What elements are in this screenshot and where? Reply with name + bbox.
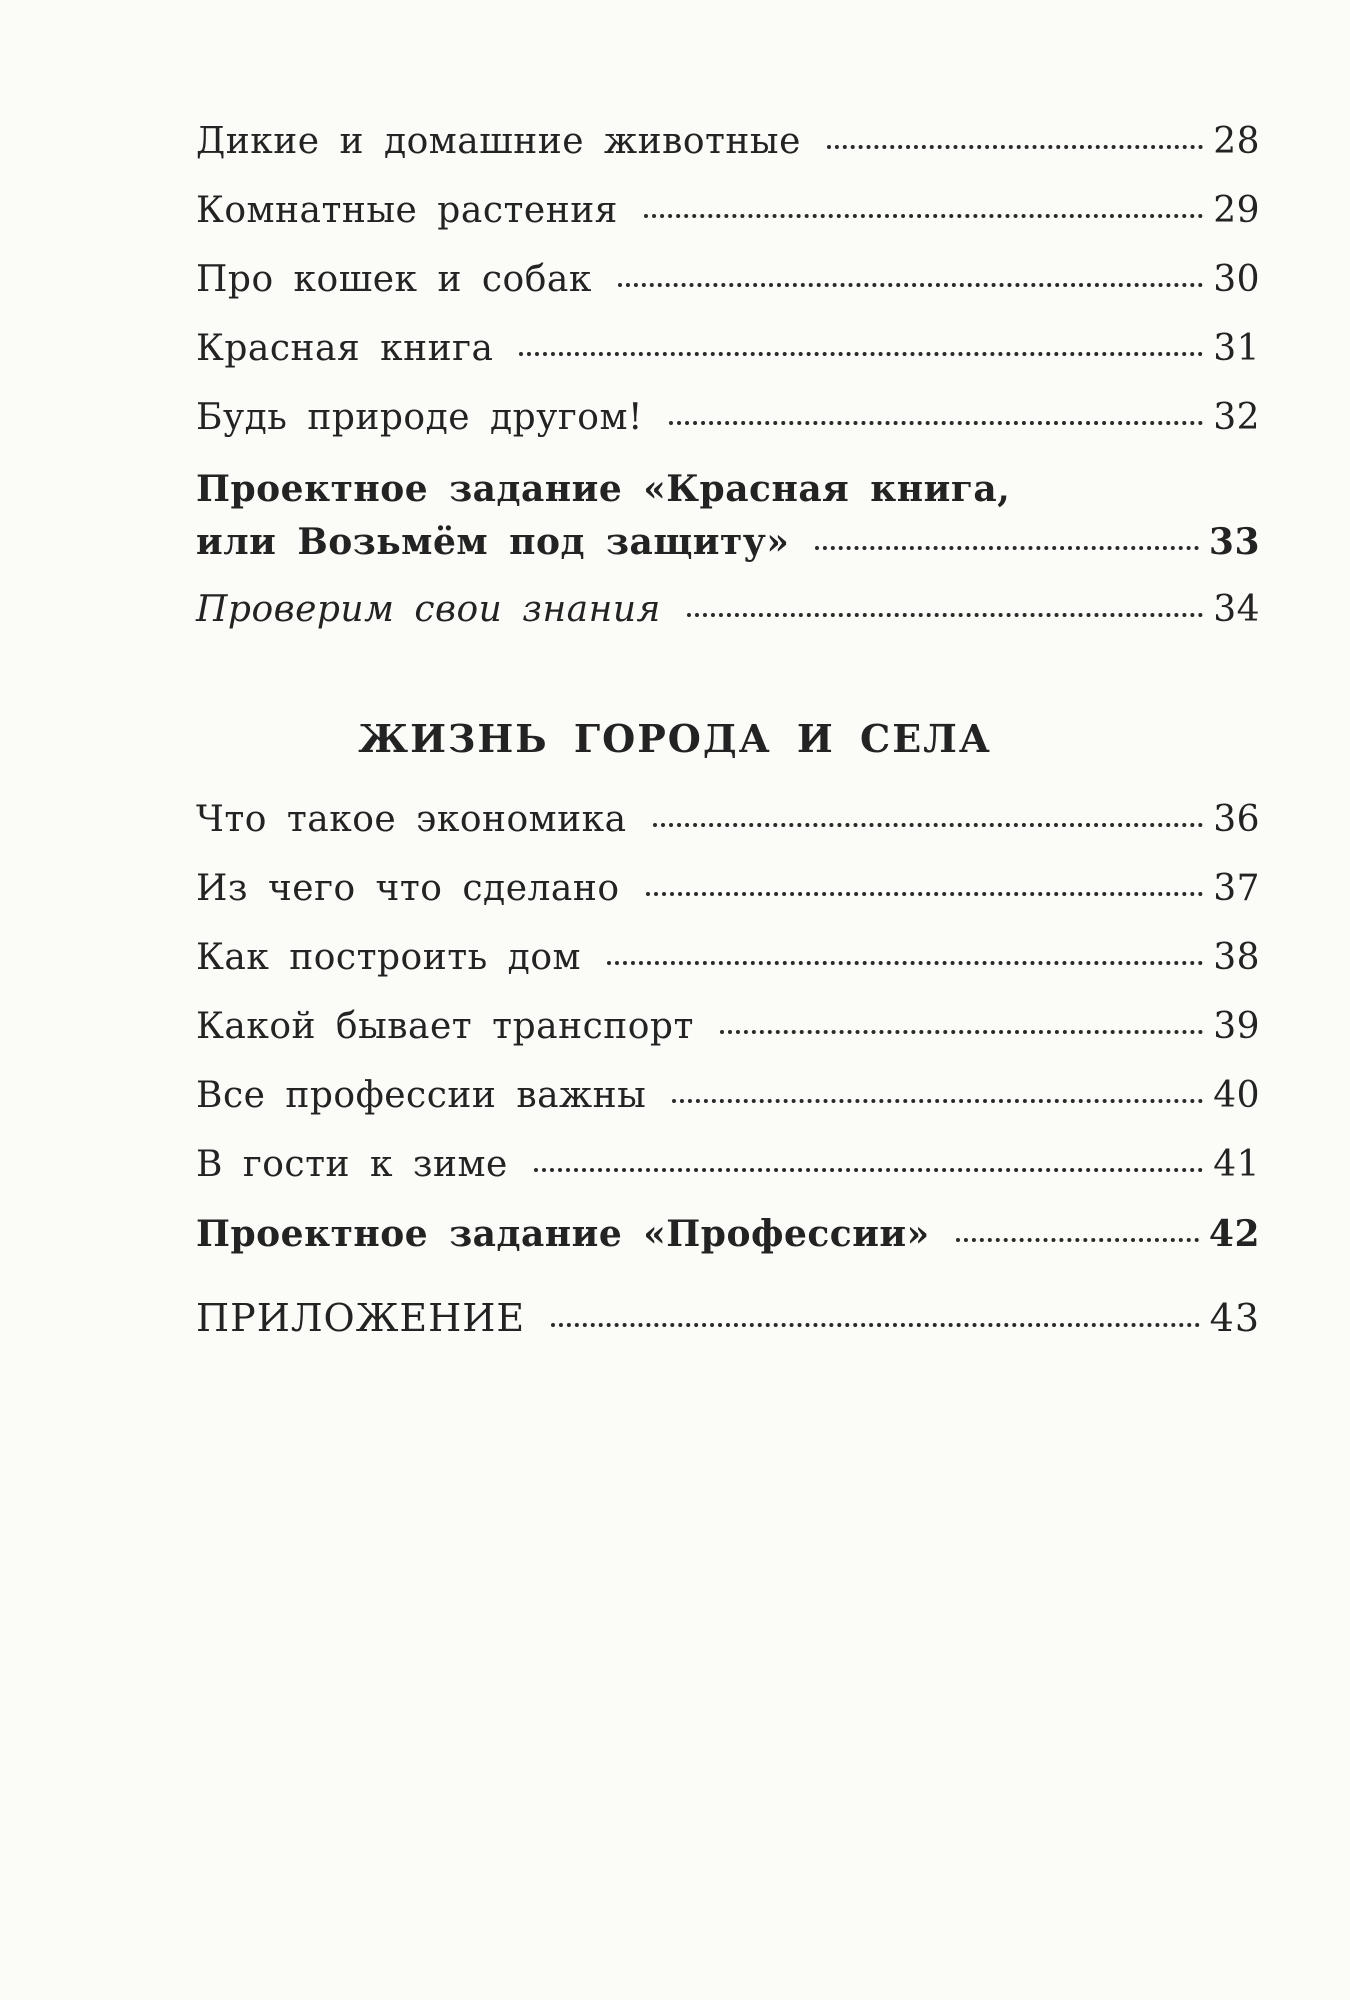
- toc-entry[interactable]: [196, 1072, 1260, 1120]
- dot-leader: [534, 1168, 1203, 1172]
- toc-entry-title: Проектное задание «Профессии»: [196, 1213, 930, 1255]
- toc-entry[interactable]: [196, 118, 1260, 166]
- toc-entry-page: 32: [1213, 397, 1260, 438]
- toc-entry[interactable]: [196, 934, 1260, 982]
- toc-entry-page: 42: [1208, 1213, 1260, 1255]
- toc-entry[interactable]: [196, 1003, 1260, 1051]
- dot-leader: [672, 1099, 1203, 1103]
- toc-entry-title: Проверим свои знания: [196, 589, 661, 630]
- toc-entry-title: Про кошек и собак: [196, 259, 592, 300]
- dot-leader: [956, 1238, 1199, 1242]
- dot-leader: [551, 1323, 1199, 1327]
- dot-leader: [815, 546, 1199, 550]
- dot-leader: [618, 283, 1203, 287]
- toc-entry-page: 34: [1213, 589, 1260, 630]
- toc-entry-title: ПРИЛОЖЕНИЕ: [196, 1296, 526, 1340]
- toc-entry-page: 30: [1213, 259, 1260, 300]
- toc-entry-title: Красная книга: [196, 328, 494, 369]
- dot-leader: [720, 1030, 1203, 1034]
- toc-entry[interactable]: [196, 256, 1260, 304]
- toc-entry-title: Какой бывает транспорт: [196, 1006, 694, 1047]
- toc-entry-title: Дикие и домашние животные: [196, 121, 801, 162]
- toc-entry-page: 31: [1213, 328, 1260, 369]
- toc-entry-project[interactable]: [196, 1210, 1260, 1258]
- dot-leader: [644, 214, 1203, 218]
- toc-entry-title: Как построить дом: [196, 937, 582, 978]
- toc-entry-page: 29: [1213, 190, 1260, 231]
- dot-leader: [669, 421, 1203, 425]
- toc-entry-title: Будь природе другом!: [196, 397, 643, 438]
- toc-entry[interactable]: [196, 394, 1260, 442]
- toc-entry-title: Все профессии важны: [196, 1075, 647, 1116]
- toc-entry-page: 39: [1213, 1006, 1260, 1047]
- toc-entry[interactable]: [196, 1141, 1260, 1189]
- toc-entry-page: 40: [1213, 1075, 1260, 1116]
- toc-entry-appendix[interactable]: [196, 1294, 1260, 1342]
- toc-entry[interactable]: [196, 325, 1260, 373]
- dot-leader: [687, 613, 1203, 617]
- toc-entry-check[interactable]: [196, 586, 1260, 634]
- toc-project-title-line1[interactable]: Проектное задание «Красная книга,: [196, 468, 1011, 510]
- toc-entry-title: В гости к зиме: [196, 1144, 508, 1185]
- dot-leader: [646, 892, 1204, 896]
- toc-entry-title: Из чего что сделано: [196, 868, 620, 909]
- toc-entry-page: 28: [1213, 121, 1260, 162]
- toc-entry-page: 41: [1213, 1144, 1260, 1185]
- dot-leader: [827, 145, 1203, 149]
- toc-entry-page: 37: [1213, 868, 1260, 909]
- toc-entry-page: 33: [1208, 521, 1260, 563]
- dot-leader: [519, 352, 1203, 356]
- toc-project-title-line2: или Возьмём под защиту»: [196, 521, 790, 563]
- toc-entry-title: Комнатные растения: [196, 190, 618, 231]
- section-heading: ЖИЗНЬ ГОРОДА И СЕЛА: [358, 716, 992, 761]
- toc-entry-page: 43: [1209, 1296, 1260, 1340]
- toc-entry[interactable]: [196, 187, 1260, 235]
- toc-entry[interactable]: [196, 865, 1260, 913]
- dot-leader: [653, 823, 1204, 827]
- toc-entry-title: Что такое экономика: [196, 799, 627, 840]
- toc-entry-page: 36: [1213, 799, 1260, 840]
- toc-entry-page: 38: [1213, 937, 1260, 978]
- toc-entry-project[interactable]: [196, 518, 1260, 566]
- dot-leader: [607, 961, 1203, 965]
- toc-entry[interactable]: [196, 796, 1260, 844]
